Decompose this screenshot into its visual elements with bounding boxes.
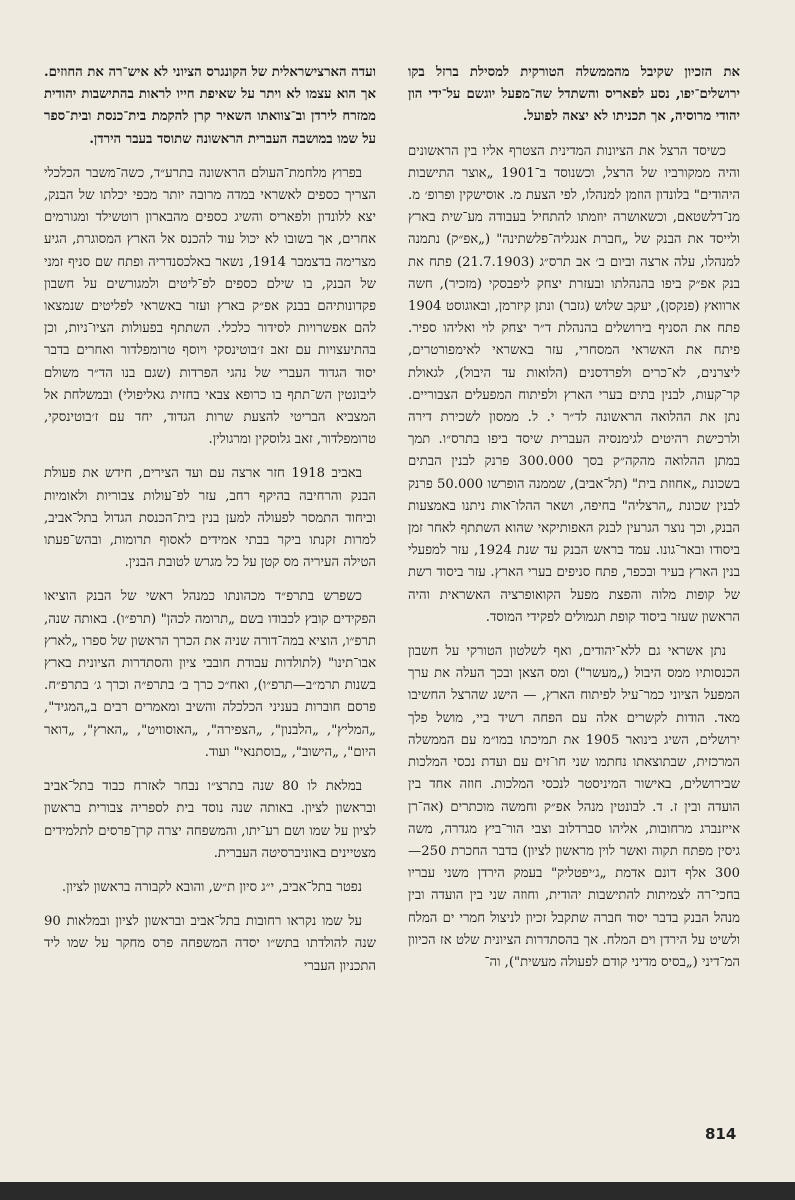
right-text-column: [408, 62, 740, 1142]
paragraph: על שמו נקראו רחובות בתל־אביב ובראשון לציון ובמלאות 90 שנה להולדתו בתש״ו יסדה המשפחה פרס מחקר על שמו ליד התכניון העברי: [44, 914, 376, 974]
paragraph: את הזכיון שקיבל מהממשלה הטורקית למסילת ברזל בקו ירושלים־יפו, נסע לפאריס והשתדל שה־מפעל יוגשם על־ידי הון יהודי מרוסיה, אך תכניתו לא יצאה לפועל.: [408, 65, 740, 125]
page-number: 814: [705, 1125, 737, 1143]
scan-bottom-edge: [0, 1182, 795, 1200]
paragraph: באביב 1918 חזר ארצה עם ועד הצירים, חידש את פעולת הבנק והרחיבה בהיקף רחב, עזר לפ־עולות צבוריות ולאומיות וביחוד התמסר לפעולה למען בנין בית־הכנסת הגדול בתל־אביב, למרות זקנתו ביקר בבתי אמידים לאסוף תרומות, ובהש־פעתו הטילה העיריה מס קטן על כל מגרש לטובת הבנין.: [44, 466, 376, 571]
paragraph: בפרוץ מלחמת־העולם הראשונה בתרע״ד, כשה־משבר הכלכלי הצריך כספים לאשראי במדה מרובה יותר מכפי יכלתו של הבנק, יצא ללונדון ולפאריס והשיג כספים מהבארון רוטשילד ומגורמים אחרים, אך בשובו לא יכול עוד להכנס אל הארץ המסוגרת, הגיע מצרימה בדצמבר 1914, נשאר באלכסנדריה ופתח שם סניף זמני של הבנק, בו שילם כספים לפ־ליטים ולמגורשים על חשבון פקדונותיהם בבנק אפ״ק בארץ ועזר באשראי לפליטים שנמצאו להם אפשרויות לסידור כלכלי. השתתף בפעולות הציו־ניות, וכן בהתיעצויות עם זאב ז׳בוטינסקי ויוסף טרומפלדור ואחרים בדבר יסוד הגדוד העברי של נהגי הפרדות (שגם בנו הד״ר משולם ליבונטין הש־תתף בו כרופא צבאי בחזית גאליפולי) ובמשלחת אל המצביא הבריטי להצעת שרות הגדוד, יחד עם ז׳בוטינסקי, טרומפלדור, זאב גלוסקין ומרגולין.: [44, 165, 376, 448]
paragraph: כשיסד הרצל את הציונות המדינית הצטרף אליו בין הראשונים והיה ממקורביו של הרצל, וכשנוסד ב־1901 „אוצר התישבות היהודים" בלונדון הוזמן למנהלו, לפי הצעת מ. אוסישקין ופרופ׳ מ. מנ־דלשטאם, וכשאושרה יוזמתו להתחיל בעבודה מע־שית בארץ ולייסד את הבנק של „חברת אנגליה־פלשתינה" („אפ״ק) נתמנה למנהלו, עלה ארצה וביום ב׳ אב תרס״ג (21.7.1903) פתח את בנק אפ״ק ביפו בהנהלתו ובעזרת יצחק ליפבסקי (מזכיר), חשה ארוואץ (פנקסן), יעקב שלוש (גזבר) ונתן קיזרמן, ובאוגוסט 1904 פתח את הסניף בירושלים בהנהלת ד״ר יצחק לוי ואליהו ספיר. פיתח את האשראי המסחרי, עזר באשראי לאימפורטרים, ליצרנים, לא־כרים ולפרדסנים (הלואות עד היבול), לגאולת קר־קעות, לבנין בתים בערי הארץ ולפיתוח המפעלים הצבוריים. נתן את ההלואה הראשונה לד״ר י. ל. ממסון לשכירת דירה ולרכישת רהיטים לגימנסיה העברית שיסד ביפו בתרס״ו. תמך במתן ההלואה מהקה״ק בסך 300.000 פרנק לבנין הבתים בשכונת „אחוזת בית" (תל־אביב), שממנה הופרשו 50.000 פרנק לבנין שכונת „הרצליה" בחיפה, ושאר ההלו־אות ניתנו באמצעות הבנק, וכך נוצר הגרעין לבנק האפותיקאי שהוא השתתף לאחר זמן ביסודו ובאר־גונו. עמד בראש הבנק עד שנת 1924, עזר למפעלי בנין הארץ בעיר ובכפר, פתח סניפים בערי הארץ. עזר ביסוד רשת של קופות מלוה והפצת מפעל הקואופרציה האשראית והיה הראשון שעזר ביסוד קופת תגמולים לפקידי המוסד.: [408, 143, 740, 625]
left-text-column: [44, 62, 376, 1142]
paragraph: נפטר בתל־אביב, י״ג סיון ת״ש, והובא לקבורה בראשון לציון.: [61, 879, 362, 895]
paragraph: ועדה הארצישראלית של הקונגרס הציוני לא איש־רה את החוזים. אך הוא עצמו לא ויתר על שאיפת חייו לראות בהתישבות יהודית ממזרח לירדן וב־צוואתו השאיר קרן להקמת בית־כנסת ובית־ספר על שמו במושבה העברית הראשונה שתוסד בעבר הירדן.: [44, 65, 376, 147]
paragraph: במלאת לו 80 שנה בתרצ״ו נבחר לאזרח כבוד בתל־אביב ובראשון לציון. באותה שנה נוסד בית לספריה צבורית בראשון לציון על שמו ושם רע־יתו, והמשפחה יצרה קרן־פרסים לתלמידים מצטיינים באוניברסיטה העברית.: [44, 779, 376, 861]
paragraph: כשפרש בתרפ״ד מכהונתו כמנהל ראשי של הבנק הוציאו הפקידים קובץ לכבודו בשם „תרומה לכהן" (תרפ״ו). באותה שנה, תרפ״ו, הוציא במה־דורה שניה את הכרך הראשון של ספרו „לארץ אבו־תינו" (לתולדות עבודת חובבי ציון והסתדרות הציונית בארץ בשנות תרמ״ב—תרפ״ו), ואח״כ כרך ב׳ בתרפ״ה וכרך ג׳ בתרפ״ח. פרסם חוברות בעניני הכלכלה והשיב ומאמרים רבים ב„המגיד", „המליץ", „הלבנון", „הצפירה", „האוסוויט", „הארץ", „דואר היום", „הישוב", „בוסתנאי" ועוד.: [44, 589, 376, 760]
paragraph: נתן אשראי גם ללא־יהודים, ואף לשלטון הטורקי על חשבון הכנסותיו ממס היבול („מעשר") ומס הצאן ובכך העלה את ערך המפעל הציוני כמר־עיל לפיתוח הארץ, — הישג שהרצל החשיבו מאד. הודות לקשרים אלה עם הפחה רשיד ביי, מושל פלך ירושלים, השיג בינואר 1905 את תמיכתו במו״מ עם הממשלה המרכזית, שבתוצאתו נחתמו שני חו־זים עם ועדת נכסי המלכות שבירושלים, באישור המיניסטר לנכסי המלכות. חוזה אחד בין הועדה ובין ז. ד. לבונטין מנהל אפ״ק וחמשה מוכתרים (אה־רן אייזנברג מרחובות, אליהו סברדלוב וצבי הור־ביץ מגדרה, משה גיסין מפתח תקוה ואשר לוין מראשון לציון) בדבר החכרת 250—300 אלף דונם אדמת „ג׳יפטליק" בעמק הירדן משני עבריו בחכי־רה לצמיתות להתישבות יהודית, וחוזה שני בין הועדה ובין מנהל הבנק בדבר יסוד חברה שתקבל זכיון לניצול חמרי ים המלח ולשיט על הירדן וים המלח. אך בהסתדרות הציונית שלט אז הכיוון המ־דיני („בסיס מדיני קודם לפעולה מעשית"), וה־: [408, 644, 740, 970]
